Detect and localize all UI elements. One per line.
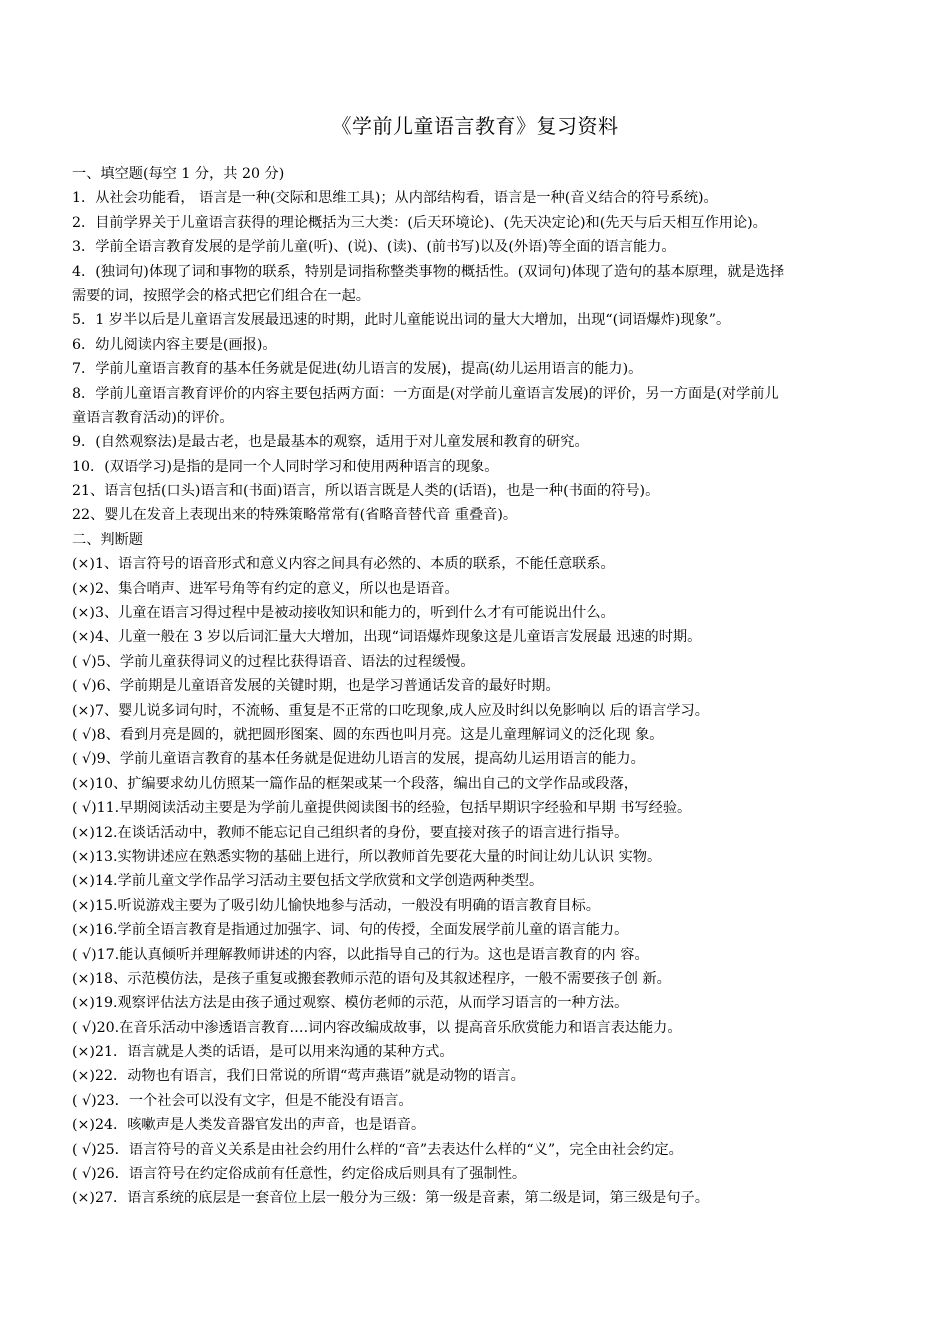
text-line: (×)3、儿童在语言习得过程中是被动接收知识和能力的，听到什么才有可能说出什么。 — [72, 605, 615, 622]
text-line: 6．幼儿阅读内容主要是(画报)。 — [72, 336, 277, 353]
text-line: 7．学前儿童语言教育的基本任务就是促进(幼儿语言的发展)，提高(幼儿运用语言的能力)。 — [72, 361, 643, 378]
document-title: 《学前儿童语言教育》复习资料 — [331, 114, 619, 138]
text-line: 3．学前全语言教育发展的是学前儿童(听)、(说)、(读)、(前书写)以及(外语)等全面的语言能力。 — [72, 239, 676, 256]
text-line: (×)13.实物讲述应在熟悉实物的基础上进行，所以教师首先要花大量的时间让幼儿认识 实物。 — [72, 848, 662, 865]
text-line: ( √)25．语言符号的音义关系是由社会约用什么样的“音”去表达什么样的“义”，完全由社会约定。 — [72, 1141, 683, 1158]
text-line: (×)15.听说游戏主要为了吸引幼儿愉快地参与活动，一般没有明确的语言教育目标。 — [72, 897, 600, 914]
text-line: (×)16.学前全语言教育是指通过加强字、词、句的传授，全面发展学前儿童的语言能力。 — [72, 922, 629, 939]
text-line: 2．目前学界关于儿童语言获得的理论概括为三大类：(后天环境论)、(先天决定论)和(先天与后天相互作用论)。 — [72, 214, 767, 231]
text-line: (×)19.观察评估法方法是由孩子通过观察、模仿老师的示范，从而学习语言的一种方法。 — [72, 995, 629, 1012]
text-line: ( √)23．一个社会可以没有文字，但是不能没有语言。 — [72, 1092, 413, 1109]
text-line: (×)12.在谈话活动中，教师不能忘记自己组织者的身份，要直接对孩子的语言进行指导。 — [72, 824, 629, 841]
text-line: 22、婴儿在发音上表现出来的特殊策略常常有(省略音替代音 重叠音)。 — [72, 507, 518, 524]
text-line: 一、填空题(每空 1 分，共 20 分) — [72, 166, 285, 182]
text-line: (×)2、集合哨声、进军号角等有约定的意义，所以也是语音。 — [72, 580, 459, 597]
text-line: (×)1、语言符号的语音形式和意义内容之间具有必然的、本质的联系，不能任意联系。 — [72, 556, 615, 573]
text-line: (×)18、示范模仿法，是孩子重复或搬套教师示范的语句及其叙述程序，一般不需要孩子创 新。 — [72, 970, 671, 987]
text-line: (×)21．语言就是人类的话语，是可以用来沟通的某种方式。 — [72, 1044, 454, 1061]
text-line: ( √)20.在音乐活动中渗透语言教育….词内容改编成故事，以 提高音乐欣赏能力和语言表达能力。 — [72, 1019, 682, 1036]
text-line: (×)4、儿童一般在 3 岁以后词汇量大大增加，出现“词语爆炸现象这是儿童语言发展最 迅速的时期。 — [72, 629, 702, 646]
text-line: ( √)5、学前儿童获得词义的过程比获得语音、语法的过程缓慢。 — [72, 653, 475, 670]
text-line: (×)24．咳嗽声是人类发音器官发出的声音，也是语音。 — [72, 1117, 426, 1134]
text-line: 4．(独词句)体现了词和事物的联系，特别是词指称整类事物的概括性。(双词句)体现了造句的基本原理，就是选择 — [72, 263, 785, 280]
text-line: 8．学前儿童语言教育评价的内容主要包括两方面：一方面是(对学前儿童语言发展)的评价，另一方面是(对学前儿 — [72, 385, 779, 402]
text-line: ( √)17.能认真倾听并理解教师讲述的内容，以此指导自己的行为。这也是语言教育的内 容。 — [72, 946, 649, 963]
text-line: (×)27．语言系统的底层是一套音位上层一般分为三级：第一级是音素，第二级是词，第三级是句子。 — [72, 1190, 709, 1207]
text-line: ( √)26．语言符号在约定俗成前有任意性，约定俗成后则具有了强制性。 — [72, 1166, 527, 1183]
text-line: (×)14.学前儿童文学作品学习活动主要包括文学欣赏和文学创造两种类型。 — [72, 873, 544, 890]
text-line: 5．1 岁半以后是儿童语言发展最迅速的时期，此时儿童能说出词的量大大增加，出现“(词语爆炸)现象”。 — [72, 312, 731, 329]
text-line: (×)7、婴儿说多词句时，不流畅、重复是不正常的口吃现象,成人应及时纠以免影响以 后的语言学习。 — [72, 702, 709, 719]
text-line: (×)10、扩编要求幼儿仿照某一篇作品的框架或某一个段落，编出自己的文学作品或段落， — [72, 775, 638, 792]
text-line: ( √)6、学前期是儿童语音发展的关键时期，也是学习普通话发音的最好时期。 — [72, 678, 560, 695]
text-line: 21、语言包括(口头)语言和(书面)语言，所以语言既是人类的(话语)，也是一种(书面的符号)。 — [72, 483, 660, 500]
text-line: ( √)9、学前儿童语言教育的基本任务就是促进幼儿语言的发展，提高幼儿运用语言的能力。 — [72, 751, 645, 768]
text-line: ( √)11.早期阅读活动主要是为学前儿童提供阅读图书的经验，包括早期识字经验和早期 书写经验。 — [72, 800, 692, 817]
text-line: 二、判断题 — [72, 531, 143, 548]
text-line: 9．(自然观察法)是最古老，也是最基本的观察，适用于对儿童发展和教育的研究。 — [72, 434, 589, 451]
text-line: ( √)8、看到月亮是圆的，就把圆形图案、圆的东西也叫月亮。这是儿童理解词义的泛化现 象。 — [72, 726, 664, 743]
text-line: 1．从社会功能看， 语言是一种(交际和思维工具)；从内部结构看，语言是一种(音义结合的符号系统)。 — [72, 190, 718, 207]
document-body — [72, 162, 912, 1211]
text-line: 需要的词，按照学会的格式把它们组合在一起。 — [72, 287, 370, 304]
text-line: 童语言教育活动)的评价。 — [72, 409, 234, 426]
text-line: (×)22．动物也有语言，我们日常说的所谓“莺声燕语”就是动物的语言。 — [72, 1068, 525, 1085]
text-line: 10．(双语学习)是指的是同一个人同时学习和使用两种语言的现象。 — [72, 458, 499, 475]
